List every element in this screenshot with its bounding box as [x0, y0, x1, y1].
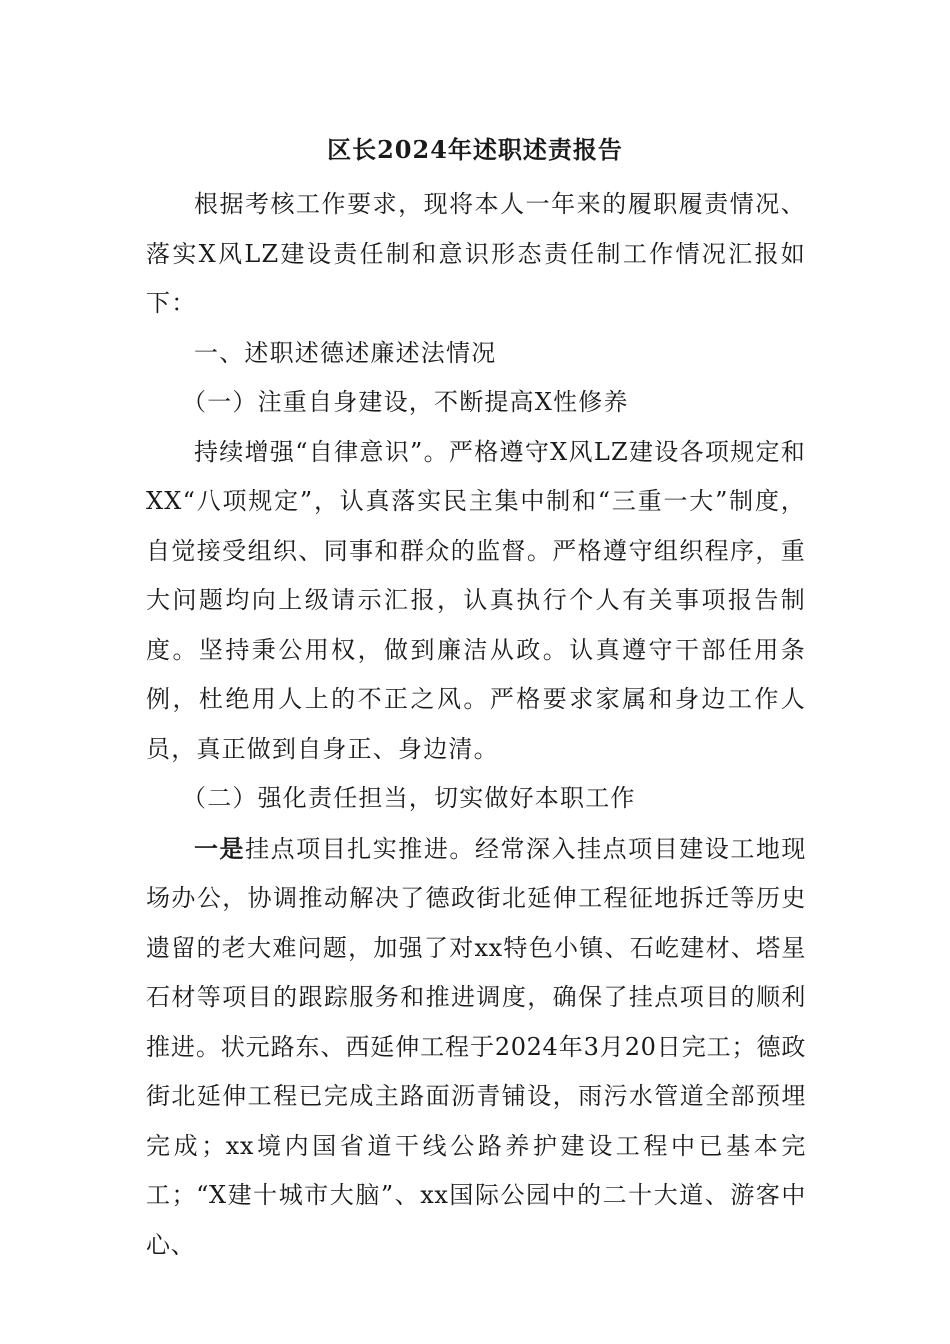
- intro-paragraph: 根据考核工作要求，现将本人一年来的履职履责情况、落实X风LZ建设责任制和意识形态责任制工作情况汇报如下：: [146, 190, 806, 317]
- section-heading-1: 一、述职述德述廉述法情况: [194, 338, 497, 367]
- paragraph-lead-label: 一是: [194, 833, 246, 863]
- paragraph-body-text: 挂点项目扎实推进。经常深入挂点项目建设工地现场办公，协调推动解决了德政街北延伸工程征地拆迁等历史遗留的老大难问题，加强了对xx特色小镇、石屹建材、塔星石材等项目的跟踪服务和推进调度，确保了挂点项目的顺利推进。状元路东、西延伸工程于2024年3月20日完工；德政街北延伸工程已完成主路面沥青铺设，雨污水管道全部预埋完成；xx境内国省道干线公路养护建设工程中已基本完工；“X建十城市大脑”、xx国际公园中的二十大道、游客中心、: [146, 834, 806, 1259]
- subsection-2-paragraph: [146, 824, 806, 1271]
- document-body: [146, 180, 806, 1270]
- document-title: 区长2024年述职述责报告: [327, 135, 623, 164]
- subsection-heading-2: （二）强化责任担当，切实做好本职工作: [182, 784, 636, 812]
- subsection-1-paragraph: 持续增强“自律意识”。严格遵守X风LZ建设各项规定和XX“八项规定”，认真落实民主集中制和“三重一大”制度，自觉接受组织、同事和群众的监督。严格遵守组织程序，重大问题均向上级请示汇报，认真执行个人有关事项报告制度。坚持秉公用权，做到廉洁从政。认真遵守干部任用条例，杜绝用人上的不正之风。严格要求家属和身边工作人员，真正做到自身正、身边清。: [146, 437, 806, 763]
- subsection-heading-1: （一）注重自身建设，不断提高X性修养: [182, 388, 629, 416]
